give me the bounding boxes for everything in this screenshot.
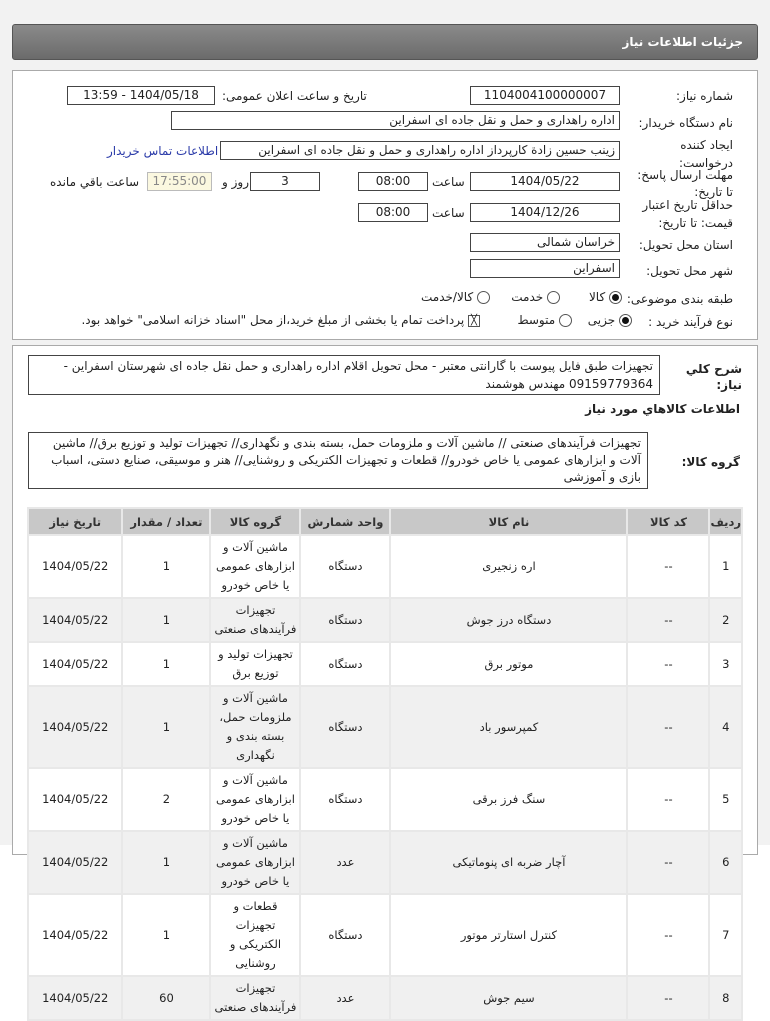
row-number: 8 (710, 977, 741, 1019)
need-date: 1404/05/22 (29, 977, 121, 1019)
goods-group-field: تجهیزات فرآیندهای صنعتی // ماشین آلات و ملزومات حمل، بسته بندی و نگهداری// تجهیزات تولید و توزیع برق// ماشین آلات و ابزارهای عمومی یا خاص خودرو// قطعات و تجهیزات الکتریکی و روشنایی// هنر و موسیقی، صنایع دستی، اسباب بازی و آموزشی (28, 432, 648, 489)
time-remaining-field: 17:55:00 (147, 172, 212, 191)
description-label-1: شرح كلي (685, 362, 742, 376)
row-number: 4 (710, 687, 741, 767)
goods-code: -- (628, 599, 708, 641)
row-number: 2 (710, 599, 741, 641)
announce-label: تاریخ و ساعت اعلان عمومی: (222, 89, 367, 103)
table-row (29, 832, 741, 893)
row-number: 1 (710, 536, 741, 597)
buyer-contact-link[interactable]: اطلاعات تماس خریدار (107, 144, 219, 158)
deadline-time-label: ساعت (432, 175, 465, 189)
goods-group: تجهیزات فرآیندهای صنعتی (211, 977, 299, 1019)
col-date: تاریخ نیاز (29, 509, 121, 534)
col-group: گروه کالا (211, 509, 299, 534)
quantity: 2 (123, 769, 209, 830)
col-name: نام کالا (391, 509, 626, 534)
need-date: 1404/05/22 (29, 643, 121, 685)
checkbox-icon: ╳ (468, 315, 480, 327)
goods-name: دستگاه درز جوش (391, 599, 626, 641)
table-row (29, 536, 741, 597)
description-label-2: نياز: (716, 378, 742, 392)
buyer-field: اداره راهداری و حمل و نقل جاده ای اسفراین (171, 111, 620, 130)
unit: عدد (301, 977, 389, 1019)
unit: دستگاه (301, 687, 389, 767)
need-date: 1404/05/22 (29, 769, 121, 830)
goods-group: ماشین آلات و ملزومات حمل، بسته بندی و نگهداری (211, 687, 299, 767)
radio-selected-icon (619, 314, 632, 327)
need-number-field: 1104004100000007 (470, 86, 620, 105)
radio-selected-icon (609, 291, 622, 304)
need-number-label: شماره نیاز: (676, 89, 733, 103)
goods-group: قطعات و تجهیزات الکتریکی و روشنایی (211, 895, 299, 975)
goods-group: تجهیزات فرآیندهای صنعتی (211, 599, 299, 641)
need-date: 1404/05/22 (29, 536, 121, 597)
goods-name: کمپرسور باد (391, 687, 626, 767)
goods-group-label: گروه کالا: (681, 455, 740, 469)
quantity: 1 (123, 599, 209, 641)
goods-code: -- (628, 832, 708, 893)
goods-group: ماشین آلات و ابزارهای عمومی یا خاص خودرو (211, 832, 299, 893)
unit: دستگاه (301, 536, 389, 597)
category-option-goods-service[interactable] (421, 290, 490, 304)
option-label: خدمت (511, 290, 544, 304)
need-date: 1404/05/22 (29, 687, 121, 767)
table-row (29, 643, 741, 685)
validity-time-label: ساعت (432, 206, 465, 220)
row-number: 7 (710, 895, 741, 975)
radio-icon (559, 314, 572, 327)
table-row (29, 769, 741, 830)
quantity: 1 (123, 643, 209, 685)
quantity: 1 (123, 536, 209, 597)
col-row: ردیف (710, 509, 741, 534)
need-date: 1404/05/22 (29, 599, 121, 641)
goods-group: تجهیزات تولید و توزیع برق (211, 643, 299, 685)
unit: دستگاه (301, 643, 389, 685)
table-row (29, 687, 741, 767)
need-date: 1404/05/22 (29, 895, 121, 975)
province-label: استان محل تحویل: (638, 238, 733, 252)
goods-code: -- (628, 643, 708, 685)
purchase-option-medium[interactable] (517, 313, 572, 327)
creator-label-1: ایجاد کننده (680, 138, 733, 152)
goods-group: ماشین آلات و ابزارهای عمومی یا خاص خودرو (211, 769, 299, 830)
purchase-option-minor[interactable] (588, 313, 632, 327)
goods-code: -- (628, 895, 708, 975)
goods-name: سیم جوش (391, 977, 626, 1019)
validity-time-field: 08:00 (358, 203, 428, 222)
goods-code: -- (628, 687, 708, 767)
category-option-service[interactable] (511, 290, 560, 304)
category-option-goods[interactable] (589, 290, 622, 304)
unit: دستگاه (301, 599, 389, 641)
need-date: 1404/05/22 (29, 832, 121, 893)
table-row (29, 895, 741, 975)
table-row (29, 599, 741, 641)
city-field: اسفراین (470, 259, 620, 278)
col-code: کد کالا (628, 509, 708, 534)
creator-field: زینب حسین زادة کارپرداز اداره راهداری و حمل و نقل جاده ای اسفراین (220, 141, 620, 160)
table-row (29, 977, 741, 1019)
city-label: شهر محل تحویل: (646, 264, 733, 278)
page-header: جزئیات اطلاعات نیاز (12, 24, 758, 60)
buyer-label: نام دستگاه خریدار: (638, 116, 733, 130)
validity-label-2: قیمت: تا تاریخ: (658, 216, 733, 230)
validity-date-field: 1404/12/26 (470, 203, 620, 222)
radio-icon (547, 291, 560, 304)
goods-name: کنترل استارتر موتور (391, 895, 626, 975)
col-quantity: تعداد / مقدار (123, 509, 209, 534)
goods-group: ماشین آلات و ابزارهای عمومی یا خاص خودرو (211, 536, 299, 597)
goods-name: سنگ فرز برقی (391, 769, 626, 830)
deadline-time-field: 08:00 (358, 172, 428, 191)
purchase-type-label: نوع فرآیند خرید : (648, 315, 733, 329)
goods-name: اره زنجیری (391, 536, 626, 597)
row-number: 3 (710, 643, 741, 685)
unit: دستگاه (301, 769, 389, 830)
time-remaining-label: ساعت باقي مانده (50, 175, 140, 189)
option-label: کالا (588, 290, 606, 304)
deadline-label-2: تا تاریخ: (694, 185, 733, 199)
row-number: 6 (710, 832, 741, 893)
days-remaining-field: 3 (250, 172, 320, 191)
deadline-label-1: مهلت ارسال پاسخ: (637, 168, 733, 182)
announce-datetime-field: 1404/05/18 - 13:59 (67, 86, 215, 105)
option-label: کالا/خدمت (420, 290, 474, 304)
quantity: 60 (123, 977, 209, 1019)
radio-icon (477, 291, 490, 304)
goods-section-title: اطلاعات كالاهاي مورد نياز (585, 402, 740, 416)
row-number: 5 (710, 769, 741, 830)
option-label: جزیی (587, 313, 616, 327)
goods-code: -- (628, 536, 708, 597)
unit: دستگاه (301, 895, 389, 975)
treasury-payment-checkbox[interactable] (81, 313, 480, 327)
goods-code: -- (628, 977, 708, 1019)
days-label: روز و (222, 175, 249, 189)
validity-label-1: حداقل تاریخ اعتبار (642, 198, 733, 212)
col-unit: واحد شمارش (301, 509, 389, 534)
creator-label-2: درخواست: (679, 156, 733, 170)
option-label: متوسط (517, 313, 556, 327)
description-field: تجهیزات طبق فایل پیوست با گارانتی معتبر - محل تحویل اقلام اداره راهداری و حمل نقل جاده ای شهرستان اسفراین - 09159779364 مهندس هوشمند (28, 355, 660, 395)
quantity: 1 (123, 687, 209, 767)
payment-note: پرداخت تمام یا بخشی از مبلغ خرید،از محل "اسناد خزانه اسلامی" خواهد بود. (81, 313, 465, 327)
unit: عدد (301, 832, 389, 893)
quantity: 1 (123, 832, 209, 893)
goods-code: -- (628, 769, 708, 830)
quantity: 1 (123, 895, 209, 975)
deadline-date-field: 1404/05/22 (470, 172, 620, 191)
goods-name: موتور برق (391, 643, 626, 685)
category-label: طبقه بندی موضوعی: (626, 292, 733, 306)
goods-name: آچار ضربه ای پنوماتیکی (391, 832, 626, 893)
goods-table (27, 507, 743, 1021)
province-field: خراسان شمالی (470, 233, 620, 252)
table-header-row (29, 509, 741, 534)
